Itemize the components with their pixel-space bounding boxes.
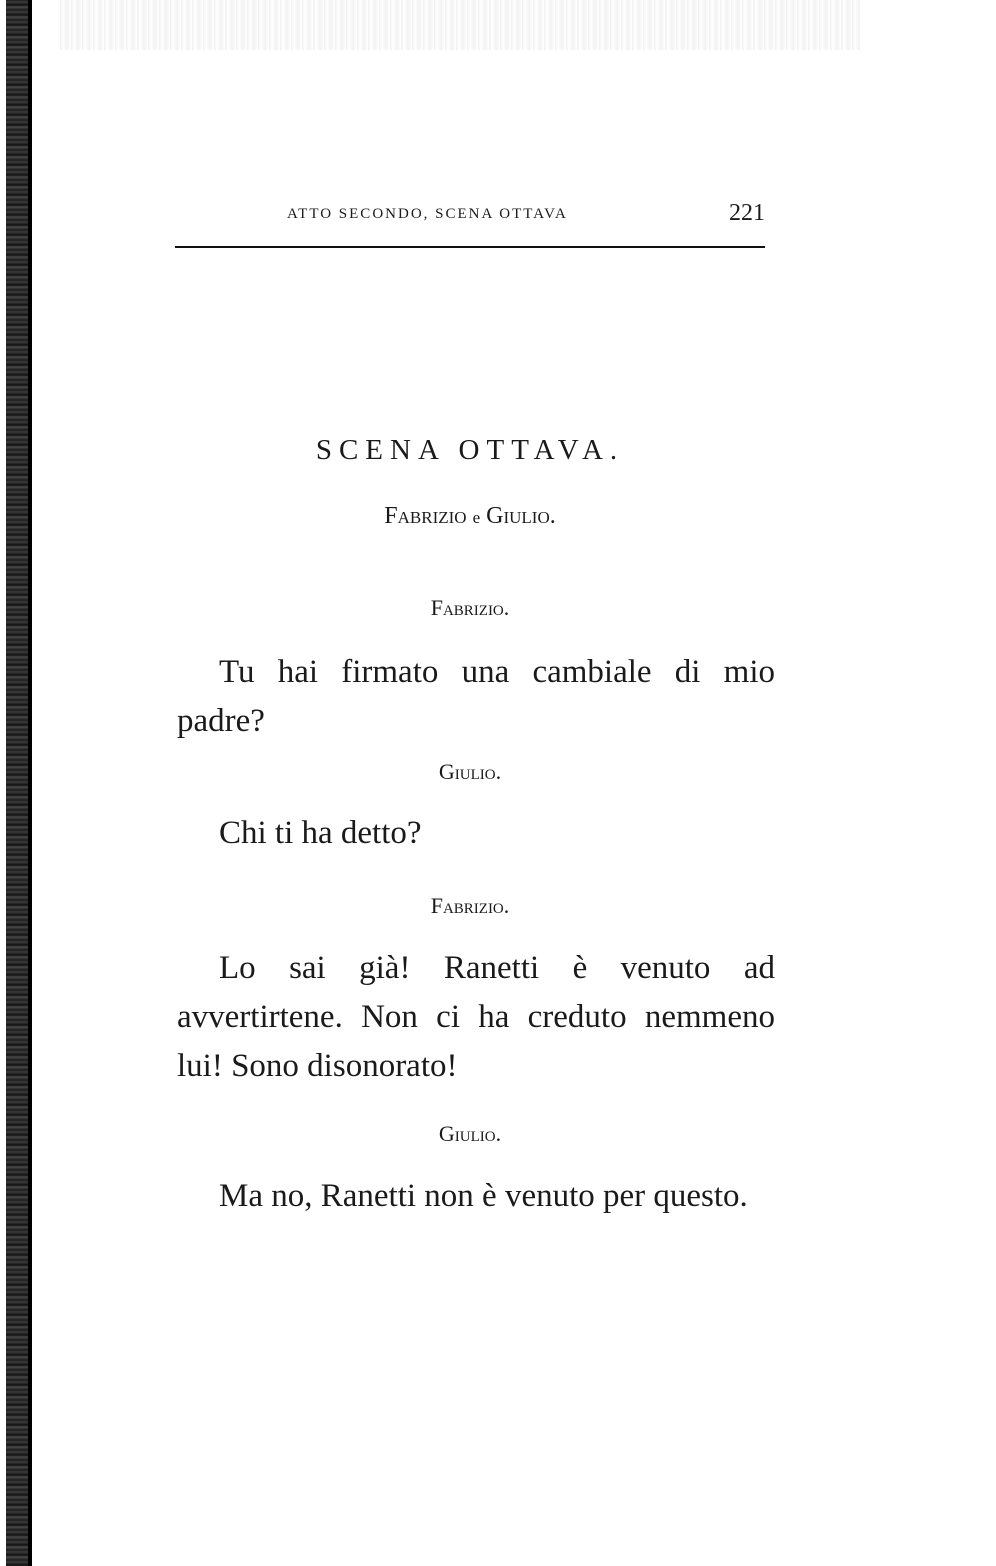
conjunction: e bbox=[472, 508, 481, 527]
page-number: 221 bbox=[729, 200, 765, 226]
character-name: Giulio. bbox=[486, 503, 556, 529]
running-title: ATTO SECONDO, SCENA OTTAVA bbox=[287, 206, 568, 222]
speech-text: Tu hai firmato una cambiale di mio padre? bbox=[177, 654, 775, 739]
running-header bbox=[175, 200, 765, 232]
binding-shadow bbox=[28, 0, 32, 1566]
scene-characters bbox=[175, 503, 765, 530]
character-name: Fabrizio bbox=[384, 503, 467, 529]
scan-noise bbox=[60, 0, 860, 50]
speaker-name: Giulio. bbox=[438, 1121, 502, 1146]
speaker-name: Giulio. bbox=[438, 759, 502, 784]
speaker-name: Fabrizio. bbox=[430, 893, 510, 918]
speech-text: Chi ti ha detto? bbox=[219, 815, 422, 851]
scene-title: SCENA OTTAVA. bbox=[315, 434, 625, 466]
speech-text: Lo sai già! Ranetti è venuto ad avvertirtene. Non ci ha creduto nemmeno lui! Sono disonorato! bbox=[177, 950, 775, 1084]
speaker-name: Fabrizio. bbox=[430, 595, 510, 620]
speech-text: Ma no, Ranetti non è venuto per questo. bbox=[219, 1178, 748, 1214]
header-rule bbox=[175, 246, 765, 248]
